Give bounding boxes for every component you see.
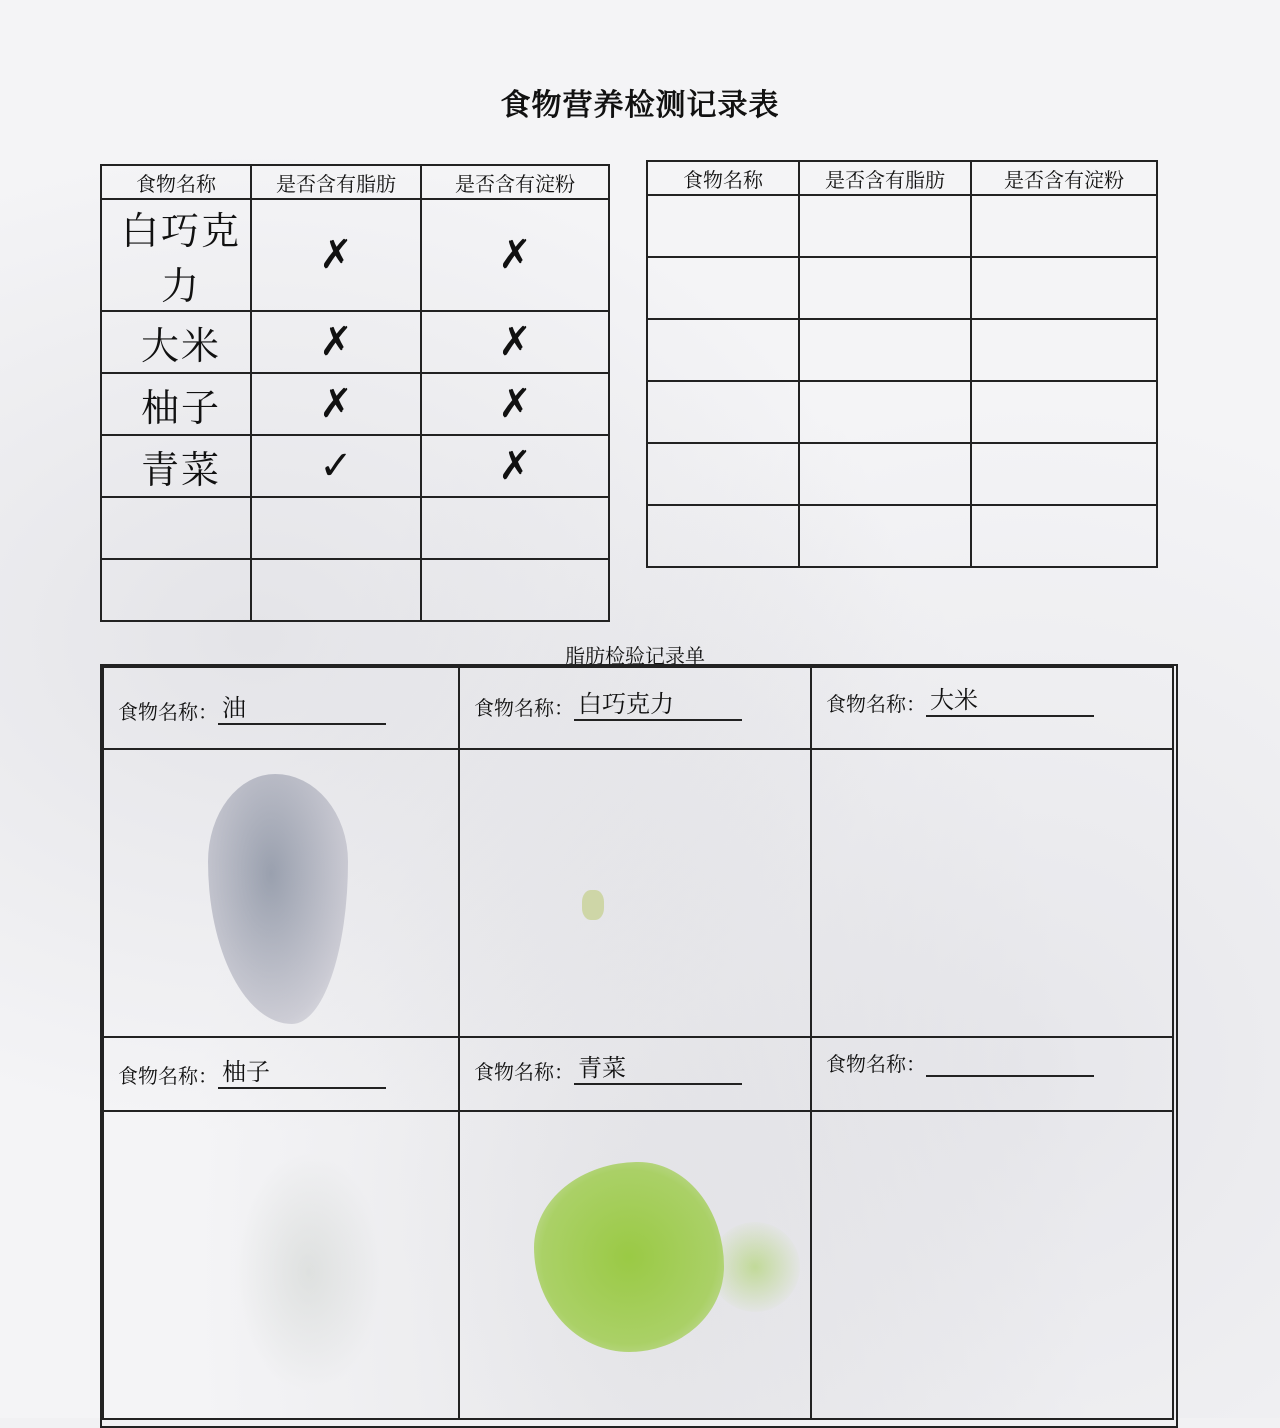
- starch-mark-cell: ✗: [421, 199, 609, 311]
- sample-label-cell: [458, 1036, 812, 1112]
- table-row: [647, 257, 1157, 319]
- empty-cell: [799, 443, 971, 505]
- sample-label-cell: [458, 666, 812, 750]
- fat-test-grid: [100, 664, 1178, 1428]
- header-has-fat: 是否含有脂肪: [799, 161, 971, 195]
- empty-cell: [971, 319, 1157, 381]
- sample-label-cell: [810, 666, 1174, 750]
- starch-mark-cell: ✗: [421, 311, 609, 373]
- table-row: [647, 443, 1157, 505]
- fat-mark-cell: [251, 497, 421, 559]
- fat-test-title: 脂肪检验记录单: [565, 644, 705, 668]
- sample-name: [926, 1075, 1094, 1077]
- food-name-cell: 柚子: [101, 373, 251, 435]
- empty-cell: [647, 319, 799, 381]
- empty-cell: [799, 257, 971, 319]
- sample-label-cell: [102, 666, 460, 750]
- page-title: 食物营养检测记录表: [500, 88, 780, 123]
- table-row: [647, 505, 1157, 567]
- table-row: [101, 373, 609, 435]
- empty-cell: [799, 381, 971, 443]
- food-name-label: 食物名称：: [474, 1060, 574, 1084]
- empty-cell: [971, 195, 1157, 257]
- header-has-starch: 是否含有淀粉: [421, 165, 609, 199]
- greens-stain-secondary: [710, 1222, 800, 1312]
- table-header-row: [647, 161, 1157, 195]
- food-name-label: 食物名称：: [118, 700, 218, 724]
- empty-cell: [647, 381, 799, 443]
- empty-cell: [647, 505, 799, 567]
- empty-cell: [647, 195, 799, 257]
- empty-cell: [971, 443, 1157, 505]
- sample-name: 柚子: [218, 1052, 386, 1089]
- food-name-label: 食物名称：: [118, 1064, 218, 1088]
- sample-area-oil: [102, 748, 460, 1038]
- table-row: [101, 497, 609, 559]
- food-name-cell: 青菜: [101, 435, 251, 497]
- greens-stain: [534, 1162, 724, 1352]
- sample-area-pomelo: [102, 1110, 460, 1420]
- empty-cell: [647, 443, 799, 505]
- table-header-row: [101, 165, 609, 199]
- sample-name: 白巧克力: [574, 684, 742, 721]
- food-name-label: 食物名称：: [474, 696, 574, 720]
- empty-cell: [971, 505, 1157, 567]
- empty-cell: [647, 257, 799, 319]
- sample-area-greens: [458, 1110, 812, 1420]
- food-name-label: 食物名称：: [826, 1052, 926, 1076]
- empty-cell: [971, 381, 1157, 443]
- table-row: [101, 199, 609, 311]
- sample-area-empty: [810, 1110, 1174, 1420]
- food-name-cell: 白巧克力: [101, 199, 251, 311]
- food-name-label: 食物名称：: [826, 692, 926, 716]
- table-row: [647, 195, 1157, 257]
- fat-mark-cell: [251, 559, 421, 621]
- sample-area-rice: [810, 748, 1174, 1038]
- fat-mark-cell: ✗: [251, 373, 421, 435]
- header-food-name: 食物名称: [101, 165, 251, 199]
- table-row: [647, 319, 1157, 381]
- food-name-cell: [101, 559, 251, 621]
- starch-mark-cell: [421, 497, 609, 559]
- starch-mark-cell: ✗: [421, 435, 609, 497]
- sample-name: 大米: [926, 680, 1094, 717]
- starch-mark-cell: ✗: [421, 373, 609, 435]
- fat-mark-cell: ✓: [251, 435, 421, 497]
- header-has-starch: 是否含有淀粉: [971, 161, 1157, 195]
- empty-cell: [971, 257, 1157, 319]
- empty-cell: [799, 319, 971, 381]
- sample-area-white-chocolate: [458, 748, 812, 1038]
- oil-stain: [208, 774, 348, 1024]
- sample-label-cell: [102, 1036, 460, 1112]
- record-table-2: [646, 160, 1158, 568]
- header-food-name: 食物名称: [647, 161, 799, 195]
- table-row: [647, 381, 1157, 443]
- fat-mark-cell: ✗: [251, 199, 421, 311]
- header-has-fat: 是否含有脂肪: [251, 165, 421, 199]
- food-name-cell: [101, 497, 251, 559]
- pomelo-stain: [234, 1152, 384, 1392]
- empty-cell: [799, 505, 971, 567]
- table-row: [101, 311, 609, 373]
- sample-label-cell: [810, 1036, 1174, 1112]
- sample-name: 油: [218, 688, 386, 725]
- table-row: [101, 435, 609, 497]
- starch-mark-cell: [421, 559, 609, 621]
- food-name-cell: 大米: [101, 311, 251, 373]
- record-table-1: [100, 164, 610, 622]
- sample-name: 青菜: [574, 1048, 742, 1085]
- chocolate-residue: [582, 890, 604, 920]
- table-row: [101, 559, 609, 621]
- empty-cell: [799, 195, 971, 257]
- fat-mark-cell: ✗: [251, 311, 421, 373]
